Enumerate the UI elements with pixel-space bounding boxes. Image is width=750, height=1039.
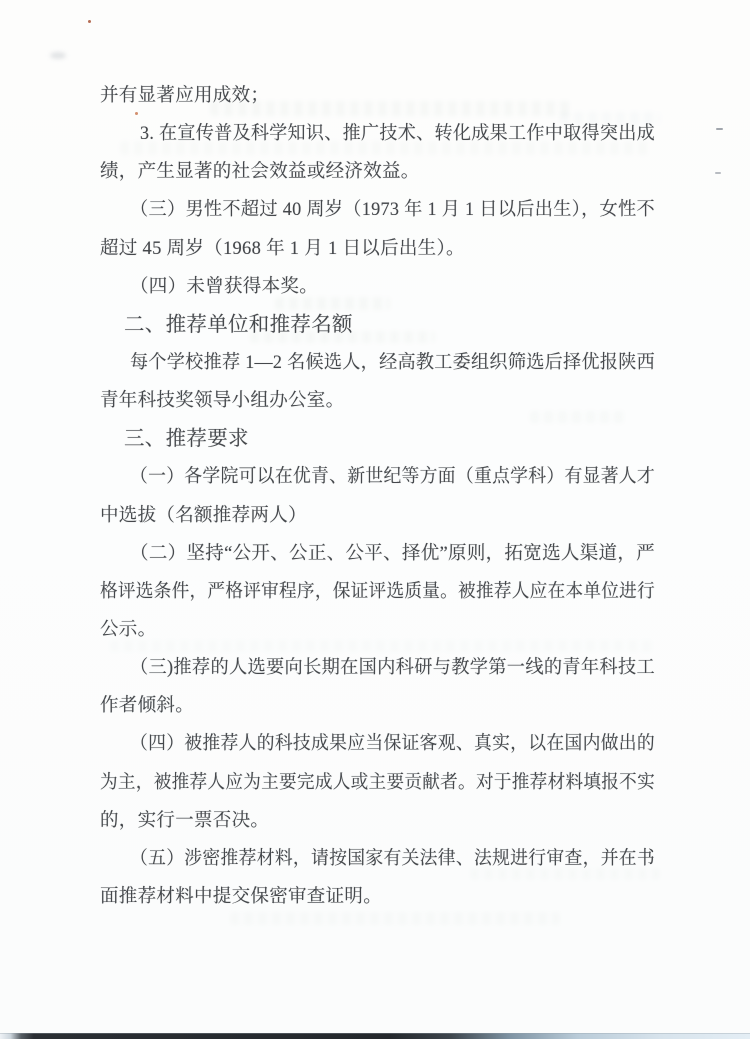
section-heading-content: 三、推荐要求 — [124, 428, 249, 451]
text-line — [100, 497, 655, 535]
gray-dash-speck — [716, 128, 723, 130]
text-line-content: 青年科技奖领导小组办公室。 — [100, 391, 345, 412]
text-line-content: 并有显著应用成效； — [100, 86, 270, 106]
text-line-content: 中选拔（名额推荐两人） — [100, 505, 307, 526]
text-line — [100, 230, 655, 268]
text-line — [100, 802, 655, 840]
text-line — [100, 725, 655, 763]
text-line — [100, 268, 655, 306]
text-line — [100, 115, 655, 153]
text-line — [100, 878, 655, 916]
text-line — [100, 840, 655, 878]
text-line — [100, 573, 655, 611]
text-line — [100, 344, 655, 382]
text-line-content: 面推荐材料中提交保密审查证明。 — [100, 886, 383, 907]
scanner-edge-strip — [0, 1033, 750, 1039]
gray-smear — [50, 52, 66, 59]
section-heading-content: 二、推荐单位和推荐名额 — [124, 313, 353, 336]
text-line — [100, 687, 655, 725]
text-line-content: （四）被推荐人的科技成果应当保证客观、真实，以在国内做出的 — [130, 734, 655, 755]
text-line — [100, 649, 655, 687]
text-line-content: 公示。 — [100, 619, 157, 640]
text-line — [100, 535, 655, 573]
text-line-content: （一）各学院可以在优青、新世纪等方面（重点学科）有显著人才 — [130, 467, 655, 488]
text-line — [100, 77, 655, 115]
text-line-content: 每个学校推荐 1—2 名候选人，经高教工委组织筛选后择优报陕西 — [130, 352, 655, 373]
text-line-content: 作者倾斜。 — [100, 696, 195, 717]
text-line — [100, 153, 655, 191]
text-line-content: 格评选条件，严格评审程序，保证评选质量。被推荐人应在本单位进行 — [100, 581, 655, 602]
text-line-content: 绩，产生显著的社会效益或经济效益。 — [100, 162, 420, 183]
document-text-column — [100, 77, 655, 916]
text-line — [100, 611, 655, 649]
text-line-content: （四）未曾获得本奖。 — [130, 276, 319, 297]
gray-dash-speck — [715, 172, 721, 174]
text-line-content: 3. 在宣传普及科学知识、推广技术、转化成果工作中取得突出成 — [140, 124, 655, 145]
section-heading — [100, 420, 655, 458]
text-line — [100, 458, 655, 496]
text-line-content: 的，实行一票否决。 — [100, 810, 270, 831]
text-line — [100, 382, 655, 420]
text-line — [100, 764, 655, 802]
text-line-content: （二）坚持“公开、公正、公平、择优”原则，拓宽选人渠道，严 — [130, 543, 655, 564]
section-heading — [100, 306, 655, 344]
red-speck — [88, 20, 91, 23]
text-line — [100, 191, 655, 229]
text-line-content: （三)推荐的人选要向长期在国内科研与教学第一线的青年科技工 — [130, 658, 655, 679]
text-line-content: 为主，被推荐人应为主要完成人或主要贡献者。对于推荐材料填报不实 — [100, 772, 655, 793]
text-line-content: （五）涉密推荐材料，请按国家有关法律、法规进行审查，并在书 — [130, 848, 655, 869]
text-line-content: （三）男性不超过 40 周岁（1973 年 1 月 1 日以后出生），女性不 — [130, 200, 655, 221]
text-line-content: 超过 45 周岁（1968 年 1 月 1 日以后出生）。 — [100, 238, 465, 259]
